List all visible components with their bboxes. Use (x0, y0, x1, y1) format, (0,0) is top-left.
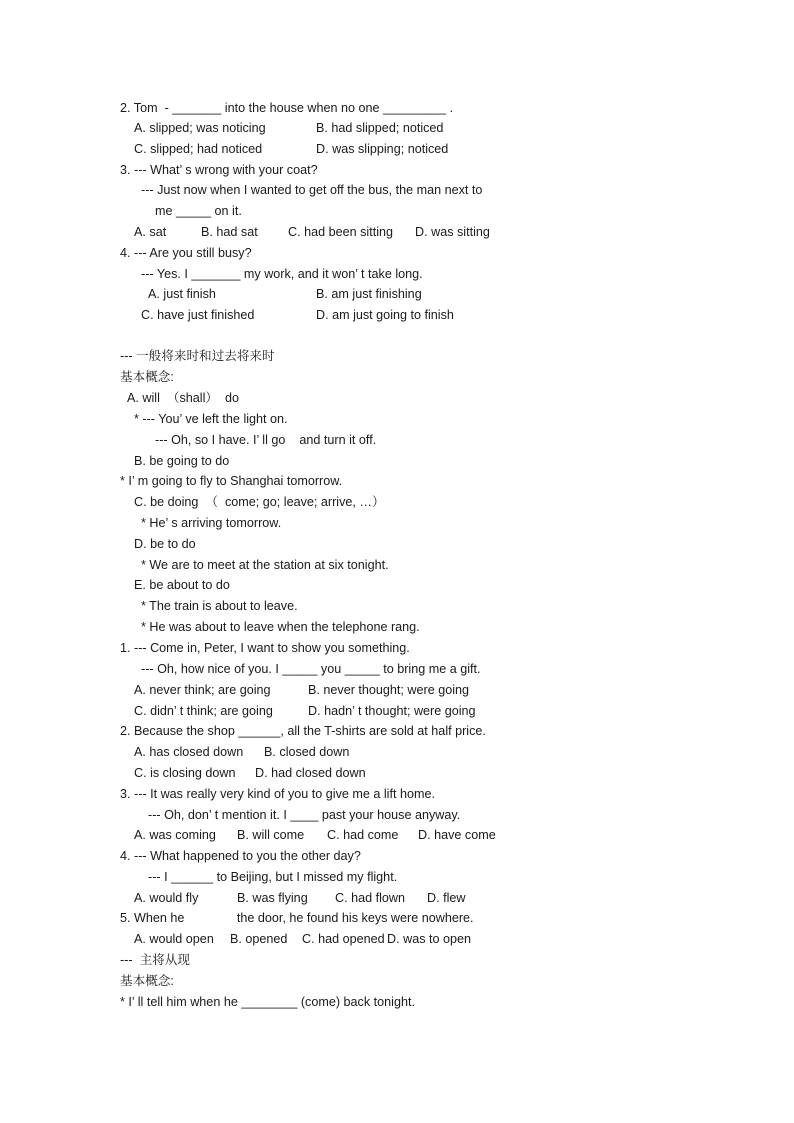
question-1-reply: --- Oh, how nice of you. I _____ you _____ to bring me a gift. (141, 662, 481, 676)
concept-c: C. be doing （ come; go; leave; arrive, …） (134, 495, 385, 509)
question-3-stem: 3. --- What’ s wrong with your coat? (120, 163, 318, 177)
example: * I’ ll tell him when he ________ (come) back tonight. (120, 995, 415, 1009)
option-c: C. is closing down (134, 766, 236, 780)
option-d: D. am just going to finish (316, 308, 454, 322)
option-a: A. would fly (134, 891, 199, 905)
concept-b: B. be going to do (134, 454, 230, 468)
example: * --- You’ ve left the light on. (134, 412, 288, 426)
option-b: B. closed down (264, 745, 350, 759)
section-heading-main-future: --- 主将从现 (120, 953, 190, 967)
option-a: A. never think; are going (134, 683, 271, 697)
question-3-reply: --- Oh, don’ t mention it. I ____ past your house anyway. (148, 808, 461, 822)
option-d: D. was sitting (415, 225, 490, 239)
example: * The train is about to leave. (141, 599, 298, 613)
option-c: C. didn’ t think; are going (134, 704, 273, 718)
option-c: C. had been sitting (288, 225, 394, 239)
question-1-stem: 1. --- Come in, Peter, I want to show you something. (120, 641, 410, 655)
question-4-stem: 4. --- What happened to you the other day? (120, 849, 361, 863)
example: * He’ s arriving tomorrow. (141, 516, 282, 530)
option-d: D. was slipping; noticed (316, 142, 449, 156)
question-3-reply-cont: me _____ on it. (155, 204, 242, 218)
option-d: D. was to open (387, 932, 472, 946)
option-c: C. had flown (335, 891, 406, 905)
example-reply: --- Oh, so I have. I’ ll go and turn it off. (155, 433, 377, 447)
option-a: A. would open (134, 932, 214, 946)
question-3-reply: --- Just now when I wanted to get off the bus, the man next to (141, 183, 483, 197)
option-c: C. had opened (302, 932, 385, 946)
option-c: C. have just finished (141, 308, 255, 322)
option-b: B. never thought; were going (308, 683, 470, 697)
concept-d: D. be to do (134, 537, 196, 551)
question-4-reply: --- Yes. I _______ my work, and it won’ t take long. (141, 267, 423, 281)
section-heading-future: --- 一般将来时和过去将来时 (120, 349, 275, 363)
option-b: B. had slipped; noticed (316, 121, 444, 135)
question-3-stem: 3. --- It was really very kind of you to give me a lift home. (120, 787, 435, 801)
option-d: D. flew (427, 891, 466, 905)
question-2-stem: 2. Tom - _______ into the house when no one _________ . (120, 101, 454, 115)
option-d: D. hadn’ t thought; were going (308, 704, 476, 718)
example: * He was about to leave when the telephone rang. (141, 620, 420, 634)
option-d: D. had closed down (255, 766, 366, 780)
option-a: A. slipped; was noticing (134, 121, 266, 135)
option-a: A. has closed down (134, 745, 244, 759)
option-c: C. had come (327, 828, 399, 842)
example: * I’ m going to fly to Shanghai tomorrow. (120, 474, 343, 488)
option-d: D. have come (418, 828, 496, 842)
option-b: B. was flying (237, 891, 308, 905)
option-b: B. opened (230, 932, 288, 946)
concept-e: E. be about to do (134, 578, 230, 592)
option-c: C. slipped; had noticed (134, 142, 263, 156)
question-4-stem: 4. --- Are you still busy? (120, 246, 252, 260)
question-2-stem: 2. Because the shop ______, all the T-shirts are sold at half price. (120, 724, 486, 738)
option-b: B. am just finishing (316, 287, 422, 301)
question-4-reply: --- I ______ to Beijing, but I missed my flight. (148, 870, 398, 884)
basic-concept-label: 基本概念: (120, 370, 174, 384)
option-a: A. just finish (148, 287, 216, 301)
question-5-stem: 5. When he the door, he found his keys were nowhere. (120, 911, 474, 925)
concept-a: A. will （shall） do (127, 391, 239, 405)
option-a: A. sat (134, 225, 167, 239)
option-b: B. will come (237, 828, 305, 842)
basic-concept-label: 基本概念: (120, 974, 174, 988)
example: * We are to meet at the station at six tonight. (141, 558, 389, 572)
option-a: A. was coming (134, 828, 216, 842)
option-b: B. had sat (201, 225, 258, 239)
